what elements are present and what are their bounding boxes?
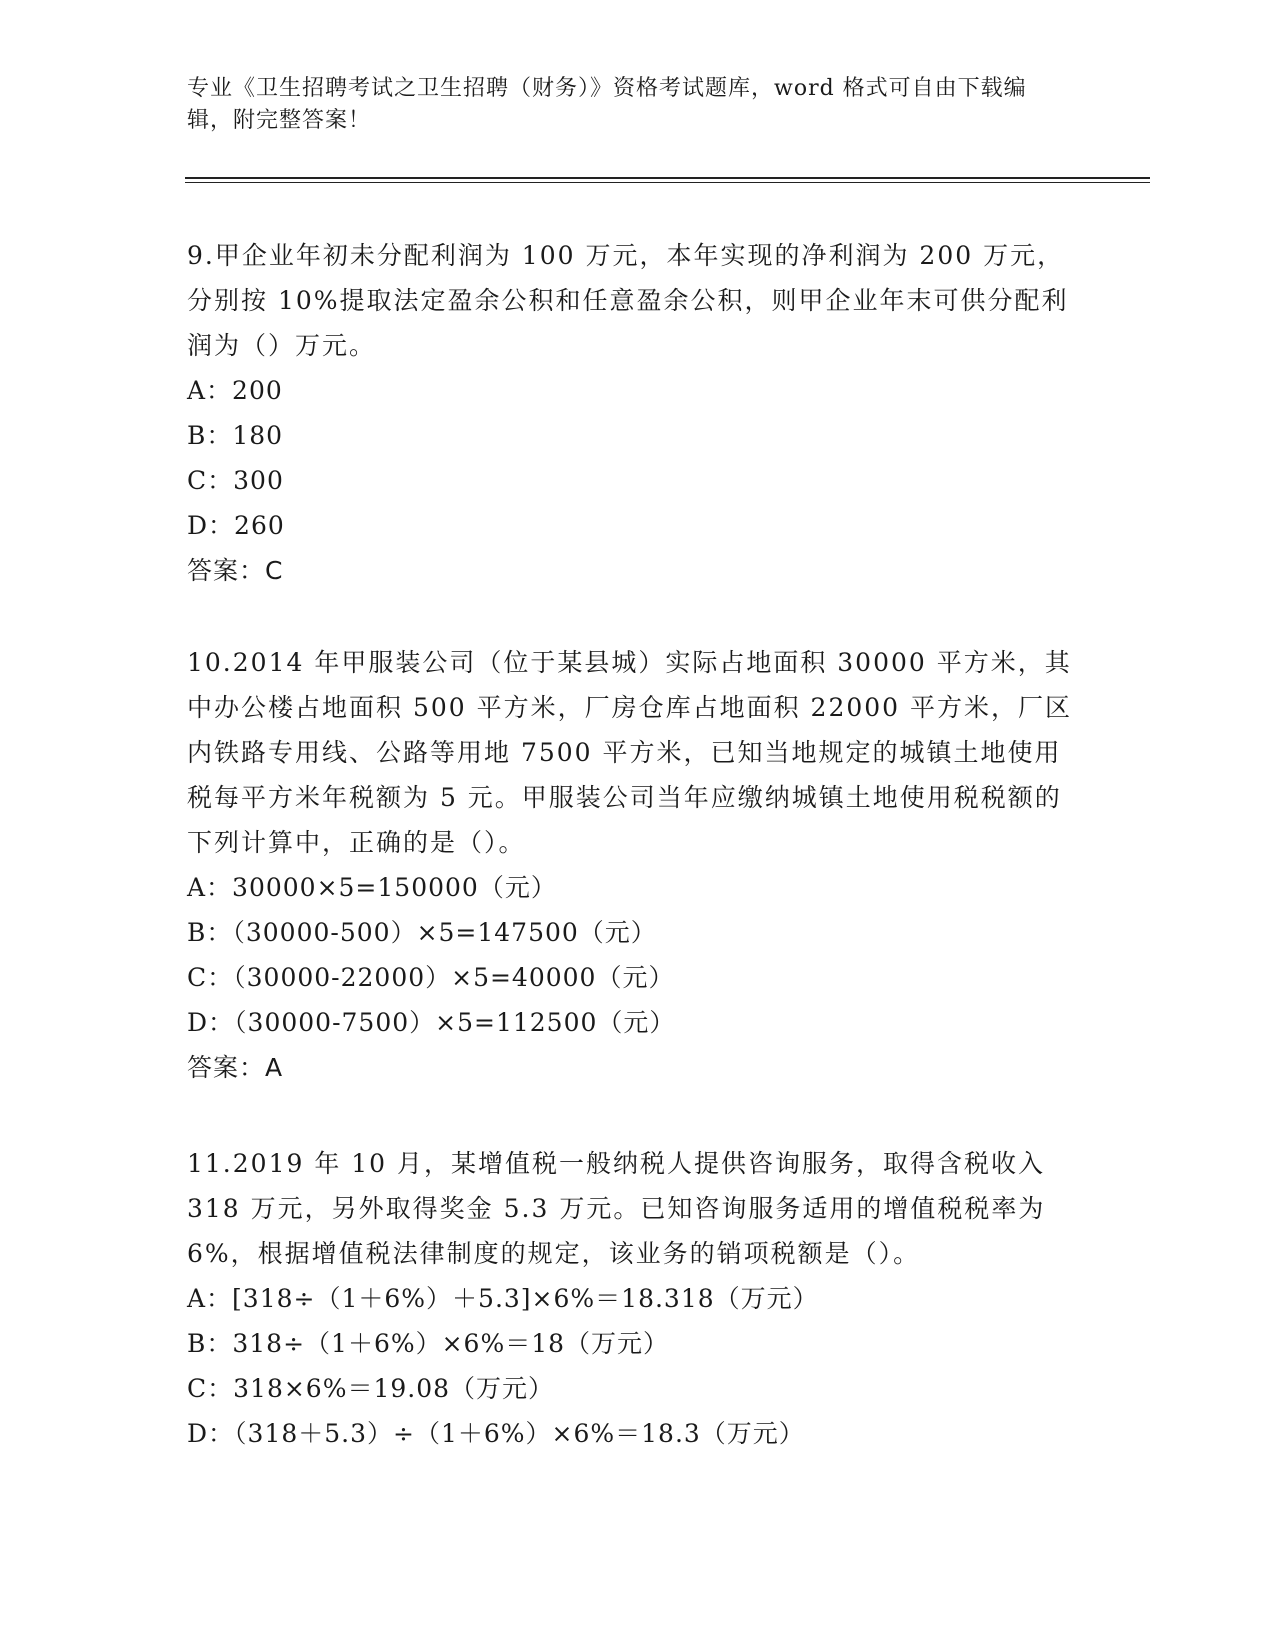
option-c: C：300 [187,466,284,495]
option-b: B：（30000-500）×5=147500（元） [187,918,657,947]
header-divider-thick [185,177,1150,179]
option-c: C：318×6%＝19.08（万元） [187,1374,555,1403]
question-9 [187,233,1087,593]
question-10 [187,640,1087,1090]
question-stem: 9.甲企业年初未分配利润为 100 万元，本年实现的净利润为 200 万元，分别按 10%提取法定盈余公积和任意盈余公积，则甲企业年末可供分配利润为（）万元。 [187,241,1069,360]
question-stem: 10.2014 年甲服装公司（位于某县城）实际占地面积 30000 平方米，其中办公楼占地面积 500 平方米，厂房仓库占地面积 22000 平方米，厂区内铁路专用线、公路等用地 7500 平方米，已知当地规定的城镇土地使用税每平方米年税额为 5 元。甲服装公司当年应缴纳城镇土地使用税税额的下列计算中，正确的是（）。 [187,648,1073,857]
option-b: B：180 [187,421,284,450]
option-d: D：260 [187,511,285,540]
answer-line: 答案：C [187,556,284,585]
header-divider-thin [185,182,1150,183]
question-stem: 11.2019 年 10 月，某增值税一般纳税人提供咨询服务，取得含税收入318 万元，另外取得奖金 5.3 万元。已知咨询服务适用的增值税税率为6%，根据增值税法律制度的规定，该业务的销项税额是（）。 [187,1149,1046,1268]
option-d: D：（30000-7500）×5=112500（元） [187,1008,676,1037]
option-c: C：（30000-22000）×5=40000（元） [187,963,675,992]
option-a: A：[318÷（1＋6%）＋5.3]×6%＝18.318（万元） [187,1284,819,1313]
answer-line: 答案：A [187,1053,284,1082]
document-header: 专业《卫生招聘考试之卫生招聘（财务）》资格考试题库，word 格式可自由下载编辑，附完整答案！ [187,76,1027,133]
question-11 [187,1141,1087,1456]
option-b: B：318÷（1＋6%）×6%＝18（万元） [187,1329,670,1358]
option-a: A：200 [187,376,283,405]
option-a: A：30000×5=150000（元） [187,873,557,902]
option-d: D：（318＋5.3）÷（1＋6%）×6%＝18.3（万元） [187,1419,805,1448]
